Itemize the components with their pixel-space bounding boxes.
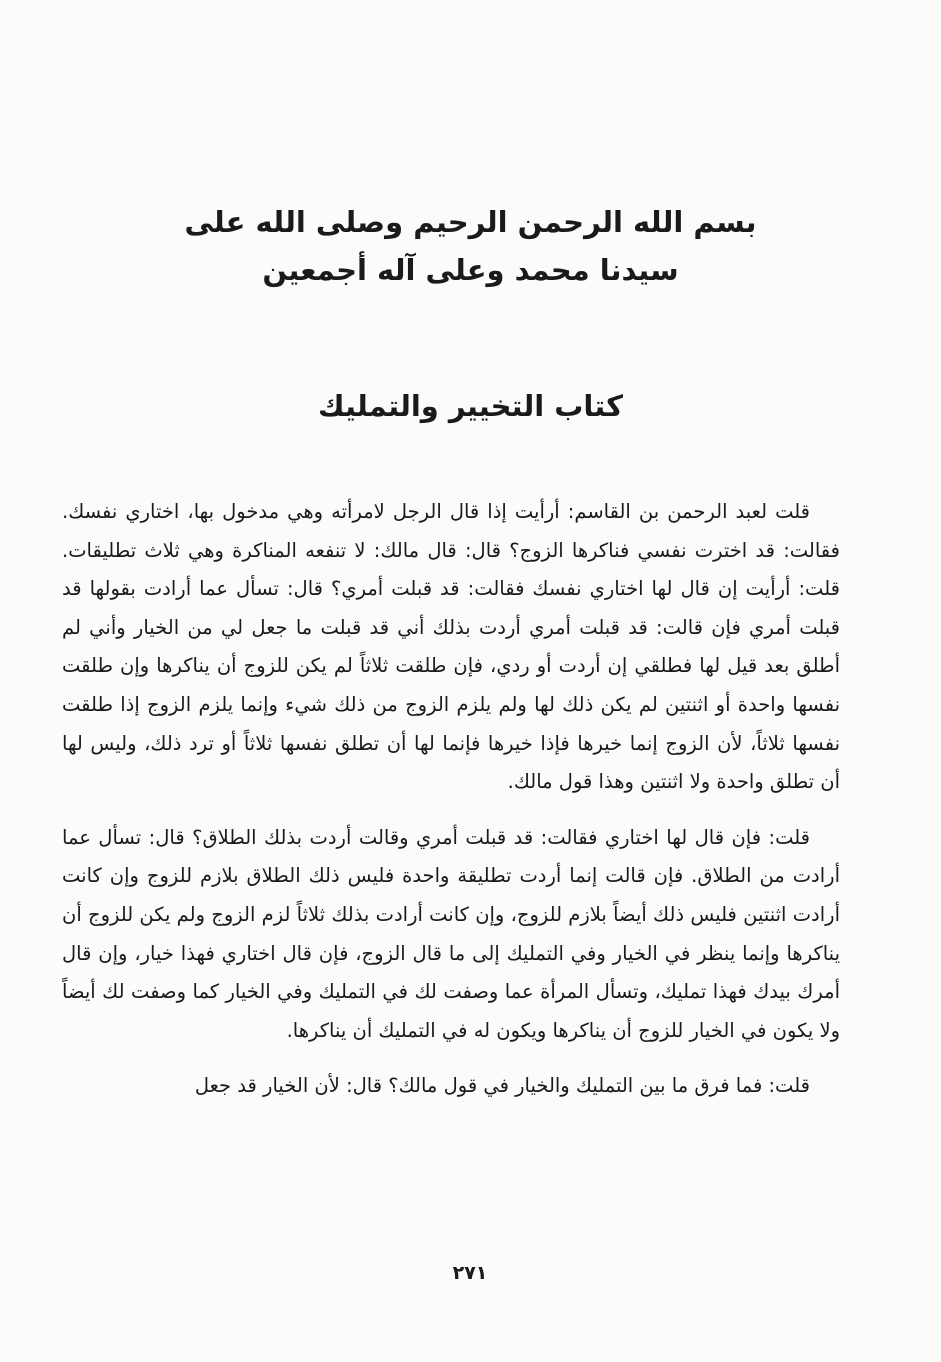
- body-text: [62, 493, 840, 1106]
- paragraph-1: قلت لعبد الرحمن بن القاسم: أرأيت إذا قال الرجل لامرأته وهي مدخول بها، اختاري نفسك. فقالت: قد اخترت نفسي فناكرها الزوج؟ قال: قال مالك: لا تنفعه المناكرة وهي ثلاث تطليقات. قلت: أرأيت إن قال لها اختاري نفسك فقالت: قد قبلت أمري؟ قال: تسأل عما أرادت بقولها قد قبلت أمري فإن قالت: قد قبلت أمري أردت بذلك أني قد قبلت ما جعل لي من الخيار وأني لم أطلق بعد قيل لها فطلقي إن أردت أو ردي، فإن طلقت ثلاثاً لم يكن للزوج أن يناكرها وإن طلقت نفسها واحدة أو اثنتين لم يكن ذلك لها ولم يلزم الزوج من ذلك شيء وإنما يلزم الزوج إذا طلقت نفسها ثلاثاً، لأن الزوج إنما خيرها فإذا خيرها فإنما لها أن تطلق نفسها ثلاثاً أو ترد ذلك، وليس لها أن تطلق واحدة ولا اثنتين وهذا قول مالك.: [62, 500, 840, 794]
- chapter-title: كتاب التخيير والتمليك: [317, 389, 624, 423]
- paragraph-2: قلت: فإن قال لها اختاري فقالت: قد قبلت أمري وقالت أردت بذلك الطلاق؟ قال: تسأل عما أرادت من الطلاق. فإن قالت إنما أردت تطليقة واحدة فليس ذلك الطلاق بلازم للزوج وإن كانت أرادت اثنتين فليس ذلك أيضاً بلازم للزوج، وإن كانت أرادت بذلك ثلاثاً لزم الزوج ولم يكن للزوج أن يناكرها وإنما ينظر في الخيار وفي التمليك إلى ما قال الزوج، فإن قال اختاري فهذا خيار، وإن قال أمرك بيدك فهذا تمليك، وتسأل المرأة عما وصفت لك في التمليك وفي الخيار كما وصفت لك أيضاً ولا يكون في الخيار للزوج أن يناكرها ويكون له في التمليك أن يناكرها.: [62, 825, 840, 1042]
- basmala-line-1: بسم الله الرحمن الرحيم وصلى الله على: [184, 205, 757, 239]
- basmala-heading: [150, 198, 791, 294]
- paragraph-3: قلت: فما فرق ما بين التمليك والخيار في قول مالك؟ قال: لأن الخيار قد جعل: [194, 1074, 810, 1098]
- basmala-line-2: سيدنا محمد وعلى آله أجمعين: [262, 253, 679, 287]
- page-number: ٢٧١: [452, 1262, 488, 1284]
